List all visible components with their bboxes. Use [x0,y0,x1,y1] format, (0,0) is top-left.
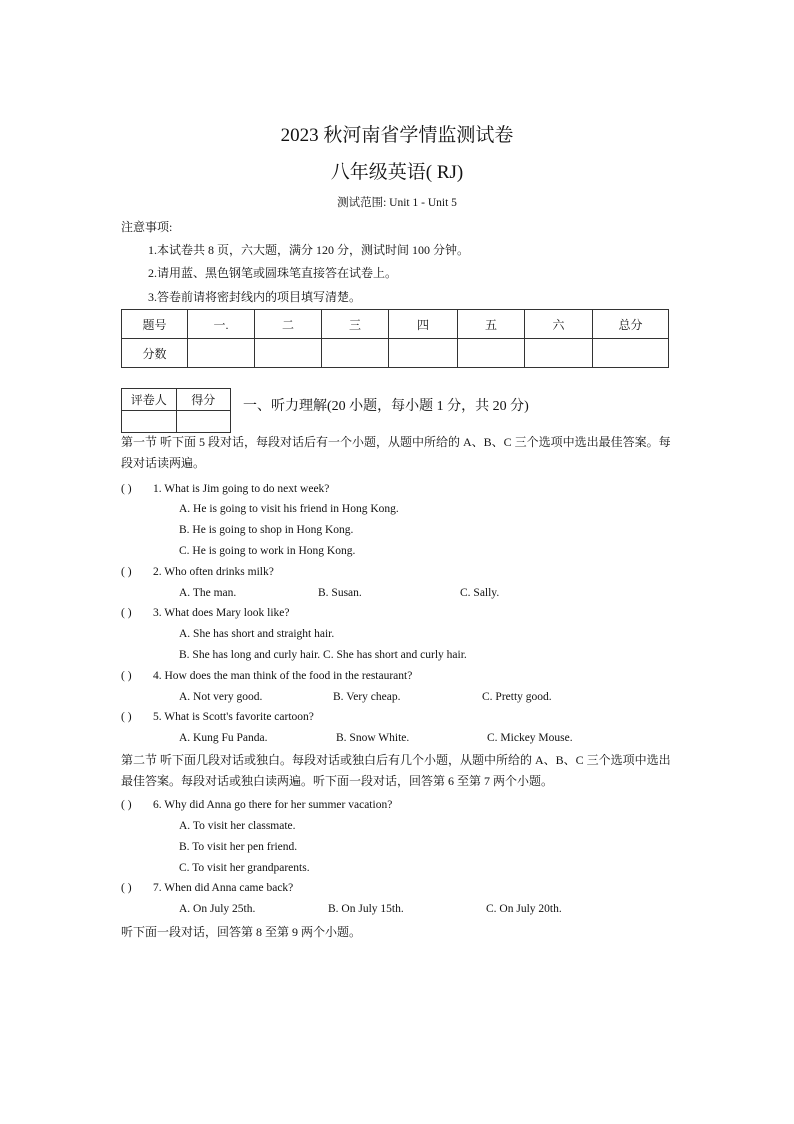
note-item: 1.本试卷共 8 页，六大题，满分 120 分，测试时间 100 分钟。 [148,243,470,257]
grader-score-cell[interactable] [176,411,231,433]
row-label: 分数 [122,339,188,368]
score-cell[interactable] [322,339,389,368]
option-a: A. She has short and straight hair. [179,628,335,640]
answer-bracket[interactable]: ( ) [121,566,132,578]
score-cell[interactable] [255,339,322,368]
header-cell: 题号 [122,310,188,339]
option-bc: B. She has long and curly hair. C. She has short and curly hair. [179,649,467,661]
note-item: 3.答卷前请将密封线内的项目填写清楚。 [148,290,362,304]
header-cell: 五 [458,310,525,339]
question-4 [121,670,412,682]
option-a: A. Kung Fu Panda. [179,732,268,744]
question-2 [121,566,274,578]
option-c: C. Pretty good. [482,691,552,703]
part3-intro: 听下面一段对话，回答第 8 至第 9 两个小题。 [121,925,362,939]
option-a: A. On July 25th. [179,903,256,915]
answer-bracket[interactable]: ( ) [121,607,132,619]
question-stem: 2. Who often drinks milk? [153,566,274,578]
part1-intro: 第一节 听下面 5 段对话，每段对话后有一个小题，从题中所给的 A、B、C 三个选项中选出最佳答案。每段对话读两遍。 [121,435,671,470]
score-label: 得分 [176,389,231,411]
question-stem: 5. What is Scott's favorite cartoon? [153,711,314,723]
score-cell[interactable] [458,339,525,368]
score-table-header-row [122,310,669,339]
notes-heading: 注意事项: [121,220,173,234]
section-title: 一、听力理解(20 小题，每小题 1 分，共 20 分) [243,399,529,414]
option-c: C. He is going to work in Hong Kong. [179,545,356,557]
option-c: C. Sally. [460,587,500,599]
reviewer-label: 评卷人 [122,389,177,411]
header-cell: 三 [322,310,389,339]
option-c: C. To visit her grandparents. [179,862,310,874]
question-6 [121,799,392,811]
header-cell: 一. [188,310,255,339]
question-1 [121,483,329,495]
option-a: A. He is going to visit his friend in Hong Kong. [179,503,399,515]
header-cell: 四 [389,310,458,339]
answer-bracket[interactable]: ( ) [121,711,132,723]
grader-table [121,388,231,433]
option-c: C. On July 20th. [486,903,562,915]
question-5 [121,711,314,723]
answer-bracket[interactable]: ( ) [121,670,132,682]
option-a: A. Not very good. [179,691,263,703]
option-b: B. Snow White. [336,732,410,744]
note-item: 2.请用蓝、黑色钢笔或圆珠笔直接答在试卷上。 [148,266,398,280]
option-b: B. On July 15th. [328,903,404,915]
question-stem: 6. Why did Anna go there for her summer vacation? [153,799,393,811]
answer-bracket[interactable]: ( ) [121,799,132,811]
option-a: A. The man. [179,587,237,599]
score-table-score-row [122,339,669,368]
question-stem: 3. What does Mary look like? [153,607,290,619]
question-stem: 4. How does the man think of the food in the restaurant? [153,670,413,682]
score-cell[interactable] [593,339,669,368]
header-cell: 六 [525,310,593,339]
option-a: A. To visit her classmate. [179,820,296,832]
score-cell[interactable] [188,339,255,368]
question-3 [121,607,289,619]
question-stem: 1. What is Jim going to do next week? [153,483,330,495]
answer-bracket[interactable]: ( ) [121,483,132,495]
header-cell: 总分 [593,310,669,339]
score-cell[interactable] [525,339,593,368]
score-table [121,309,669,368]
question-7 [121,882,293,894]
test-scope: 测试范围: Unit 1 - Unit 5 [337,197,457,209]
reviewer-cell[interactable] [122,411,177,433]
option-c: C. Mickey Mouse. [487,732,573,744]
option-b: B. Susan. [318,587,362,599]
option-b: B. He is going to shop in Hong Kong. [179,524,354,536]
answer-bracket[interactable]: ( ) [121,882,132,894]
exam-subtitle: 八年级英语( RJ) [330,162,464,183]
question-stem: 7. When did Anna came back? [153,882,294,894]
exam-title: 2023 秋河南省学情监测试卷 [280,125,514,146]
option-b: B. Very cheap. [333,691,401,703]
option-b: B. To visit her pen friend. [179,841,298,853]
score-cell[interactable] [389,339,458,368]
part2-intro: 第二节 听下面几段对话或独白。每段对话或独白后有几个小题，从题中所给的 A、B、C 三个选项中选出最佳答案。每段对话或独白读两遍。听下面一段对话，回答第 6 至第 7 两个小题。 [121,753,671,788]
header-cell: 二 [255,310,322,339]
